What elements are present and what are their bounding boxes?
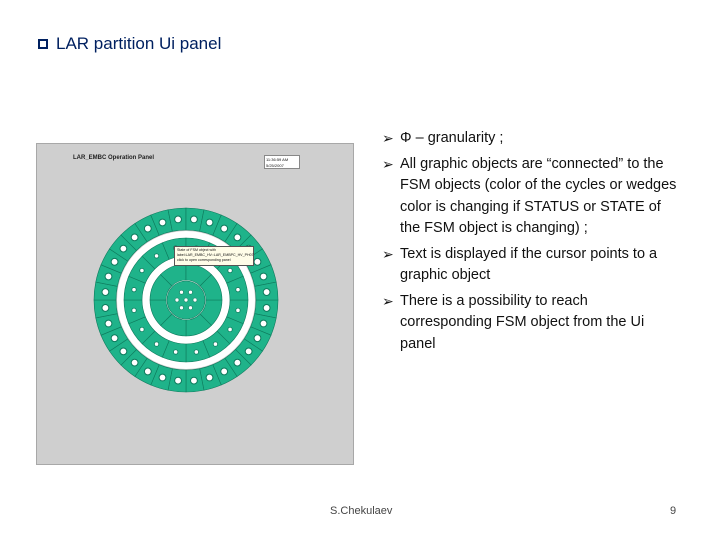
- middle-node-circle[interactable]: [194, 350, 198, 354]
- middle-node-circle[interactable]: [236, 287, 240, 291]
- outer-node-circle[interactable]: [254, 258, 261, 265]
- middle-node-circle[interactable]: [173, 350, 177, 354]
- outer-node-circle[interactable]: [260, 320, 267, 327]
- page-number: 9: [670, 505, 677, 517]
- outer-node-circle[interactable]: [159, 219, 166, 226]
- outer-node-circle[interactable]: [105, 320, 112, 327]
- outer-node-circle[interactable]: [159, 374, 166, 381]
- outer-node-circle[interactable]: [191, 216, 198, 223]
- hub-node-circle[interactable]: [189, 306, 193, 310]
- hub-node-circle[interactable]: [175, 298, 179, 302]
- outer-node-circle[interactable]: [105, 273, 112, 280]
- outer-node-circle[interactable]: [206, 374, 213, 381]
- outer-node-circle[interactable]: [234, 359, 241, 366]
- footer-author: S.Chekulaev: [330, 505, 393, 517]
- bullet-item: [382, 291, 682, 356]
- outer-node-circle[interactable]: [144, 225, 151, 232]
- outer-node-circle[interactable]: [221, 225, 228, 232]
- hub-node-circle[interactable]: [180, 306, 184, 310]
- hub-node-circle[interactable]: [193, 298, 197, 302]
- arrow-bullet-icon: ➢: [382, 155, 394, 172]
- middle-node-circle[interactable]: [132, 308, 136, 312]
- slide-title-text: LAR partition Ui panel: [56, 34, 222, 53]
- outer-node-circle[interactable]: [234, 234, 241, 241]
- outer-node-circle[interactable]: [263, 289, 270, 296]
- middle-node-circle[interactable]: [154, 342, 158, 346]
- outer-node-circle[interactable]: [175, 216, 182, 223]
- outer-node-circle[interactable]: [191, 377, 198, 384]
- bullet-item: [382, 128, 682, 150]
- tooltip-line: click to open corresponding panel: [177, 258, 231, 262]
- outer-node-circle[interactable]: [206, 219, 213, 226]
- arrow-bullet-icon: ➢: [382, 245, 394, 262]
- tooltip-line: State of FSM object with: [177, 248, 216, 252]
- hub-center-circle[interactable]: [184, 298, 188, 302]
- middle-node-circle[interactable]: [228, 268, 232, 272]
- outer-node-circle[interactable]: [102, 305, 109, 312]
- outer-node-circle[interactable]: [221, 368, 228, 375]
- middle-node-circle[interactable]: [140, 268, 144, 272]
- hub-node-circle[interactable]: [180, 290, 184, 294]
- fsm-wheel-diagram[interactable]: [92, 206, 280, 394]
- outer-node-circle[interactable]: [175, 377, 182, 384]
- outer-node-circle[interactable]: [111, 258, 118, 265]
- outer-node-circle[interactable]: [254, 335, 261, 342]
- hub-node-circle[interactable]: [189, 290, 193, 294]
- middle-node-circle[interactable]: [154, 254, 158, 258]
- middle-node-circle[interactable]: [132, 287, 136, 291]
- outer-node-circle[interactable]: [120, 245, 127, 252]
- bullet-text: All graphic objects are “connected” to the FSM objects (color of the cycles or wedges color is changing if STATUS or STATE of the FSM object is changing) ;: [400, 155, 677, 236]
- middle-node-circle[interactable]: [140, 327, 144, 331]
- panel-clock: [264, 155, 300, 169]
- bullet-list: [382, 128, 682, 359]
- bullet-item: [382, 154, 682, 240]
- panel-header: LAR_EMBC Operation Panel: [73, 155, 155, 161]
- bullet-item: [382, 244, 682, 287]
- outer-node-circle[interactable]: [131, 234, 138, 241]
- bullet-text: Text is displayed if the cursor points to a graphic object: [400, 245, 658, 283]
- tooltip-line: label:LAR_EMBC_HV::LAR_EMBPC_HV_PH07: [177, 253, 254, 257]
- middle-node-circle[interactable]: [228, 327, 232, 331]
- outer-node-circle[interactable]: [111, 335, 118, 342]
- outer-node-circle[interactable]: [131, 359, 138, 366]
- outer-node-circle[interactable]: [245, 348, 252, 355]
- slide-title: [38, 34, 221, 54]
- bullet-text: There is a possibility to reach corresponding FSM object from the Ui panel: [400, 292, 645, 352]
- middle-node-circle[interactable]: [236, 308, 240, 312]
- outer-node-circle[interactable]: [260, 273, 267, 280]
- outer-node-circle[interactable]: [102, 289, 109, 296]
- fsm-tooltip: [174, 246, 254, 266]
- arrow-bullet-icon: ➢: [382, 130, 394, 146]
- outer-node-circle[interactable]: [144, 368, 151, 375]
- middle-node-circle[interactable]: [213, 342, 217, 346]
- ui-panel-screenshot: [36, 143, 354, 465]
- bullet-text: Φ – granularity ;: [400, 130, 504, 146]
- outer-node-circle[interactable]: [263, 305, 270, 312]
- panel-clock-time: 11:36:59 AM: [266, 157, 289, 162]
- panel-clock-date: 5/25/2007: [266, 163, 284, 168]
- checkbox-bullet-icon: [38, 39, 48, 49]
- outer-node-circle[interactable]: [120, 348, 127, 355]
- arrow-bullet-icon: ➢: [382, 292, 394, 309]
